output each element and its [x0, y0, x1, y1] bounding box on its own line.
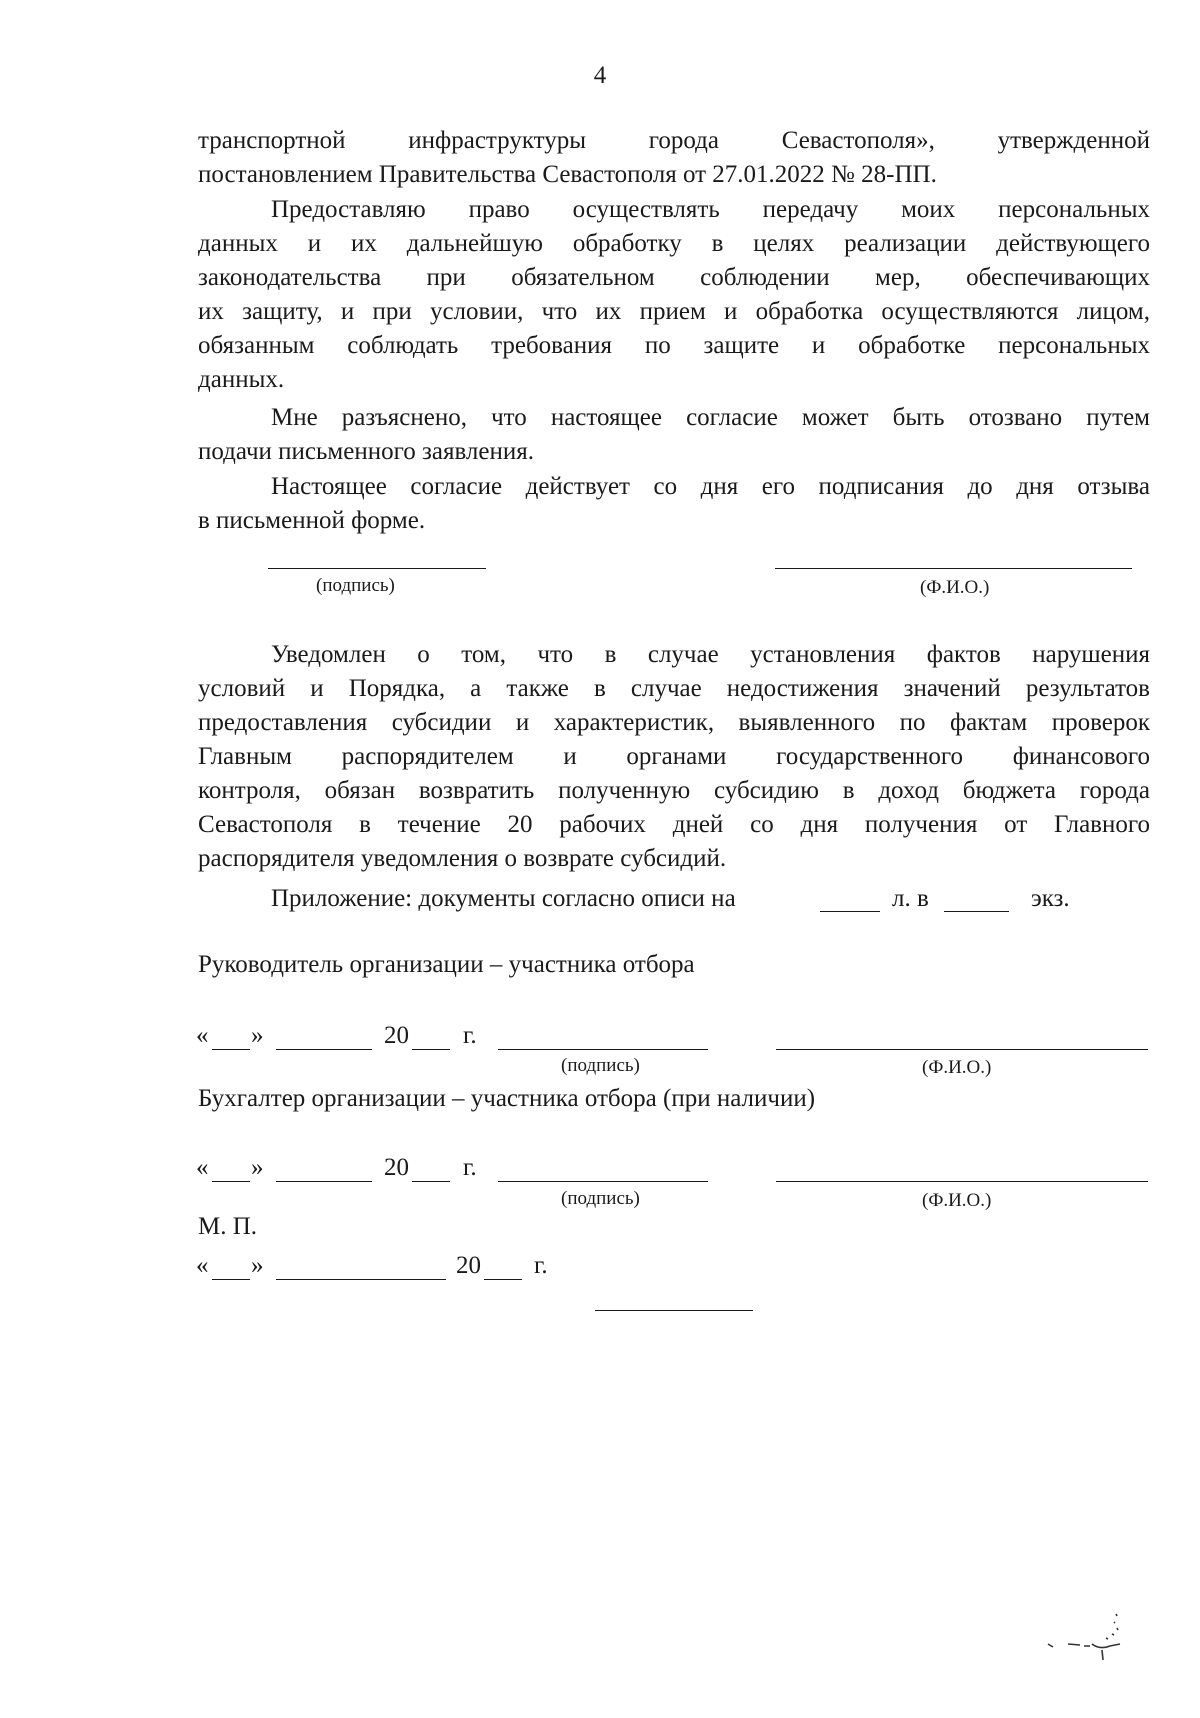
head-of-org-label: Руководитель организации – участника отбора	[198, 951, 695, 978]
month-blank	[276, 1279, 446, 1280]
text-line: контроля, обязан возвратить полученную субсидию в доход бюджета города	[198, 777, 1150, 804]
text-line: Севастополя в течение 20 рабочих дней со дня получения от Главного	[198, 811, 1150, 838]
copies-count-blank	[944, 911, 1009, 912]
fio-caption: (Ф.И.О.)	[922, 1190, 992, 1211]
year-suffix: г.	[463, 1022, 477, 1049]
date-open-quote: «	[196, 1022, 209, 1049]
paragraph-revocation	[198, 401, 1150, 469]
handwritten-signature-mark	[1040, 1608, 1150, 1668]
date-close-quote: »	[251, 1154, 264, 1181]
signature-caption: (подпись)	[561, 1055, 640, 1076]
sheets-count-blank	[820, 911, 880, 912]
year-prefix: 20	[456, 1252, 481, 1279]
accountant-label: Бухгалтер организации – участника отбора (при наличии)	[198, 1085, 816, 1112]
attachment-copies-label: экз.	[1031, 885, 1070, 912]
paragraph-regulation-ref	[198, 124, 1150, 192]
text-line: их защиту, и при условии, что их прием и обработка осуществляются лицом,	[198, 298, 1150, 325]
end-separator-line	[595, 1310, 753, 1311]
year-suffix: г.	[463, 1154, 477, 1181]
year-blank	[412, 1049, 450, 1050]
text-line: обязанным соблюдать требования по защите и обработке персональных	[198, 332, 1150, 359]
signature-line	[268, 568, 486, 569]
text-line: предоставления субсидии и характеристик, выявленного по фактам проверок	[198, 709, 1150, 736]
text-line: постановлением Правительства Севастополя от 27.01.2022 № 28-ПП.	[198, 161, 937, 188]
stamp-place-label: М. П.	[198, 1213, 258, 1240]
paragraph-notification	[198, 638, 1150, 876]
paragraph-data-transfer-consent	[198, 193, 1150, 397]
text-line: Предоставляю право осуществлять передачу моих персональных	[271, 196, 1150, 223]
year-blank	[412, 1181, 450, 1182]
text-line: в письменной форме.	[198, 507, 426, 534]
text-line: Мне разъяснено, что настоящее согласие может быть отозвано путем	[271, 404, 1150, 431]
fio-line	[776, 1181, 1148, 1182]
page-number: 4	[593, 62, 607, 89]
date-open-quote: «	[196, 1252, 209, 1279]
text-line: Настоящее согласие действует со дня его подписания до дня отзыва	[271, 473, 1150, 500]
year-prefix: 20	[384, 1154, 409, 1181]
text-line: Главным распорядителем и органами государственного финансового	[198, 743, 1150, 770]
text-line: условий и Порядка, а также в случае недостижения значений результатов	[198, 675, 1150, 702]
attachment-sheets-label: л. в	[892, 885, 929, 912]
year-blank	[484, 1279, 522, 1280]
paragraph-validity	[198, 470, 1150, 538]
text-line: распорядителя уведомления о возврате субсидий.	[198, 845, 727, 872]
attachment-prefix: Приложение: документы согласно описи на	[271, 885, 736, 912]
day-blank	[212, 1049, 250, 1050]
fio-line	[775, 568, 1132, 569]
date-close-quote: »	[251, 1252, 264, 1279]
text-line: транспортной инфраструктуры города Севастополя», утвержденной	[198, 127, 1150, 154]
day-blank	[212, 1181, 250, 1182]
month-blank	[276, 1049, 372, 1050]
date-close-quote: »	[251, 1022, 264, 1049]
fio-line	[776, 1049, 1148, 1050]
signature-caption: (подпись)	[561, 1188, 640, 1209]
year-suffix: г.	[534, 1252, 548, 1279]
fio-caption: (Ф.И.О.)	[920, 577, 990, 598]
text-line: данных.	[198, 366, 285, 393]
signature-caption: (подпись)	[316, 575, 395, 596]
signature-line	[498, 1049, 708, 1050]
text-line: законодательства при обязательном соблюдении мер, обеспечивающих	[198, 264, 1150, 291]
signature-line	[498, 1181, 708, 1182]
day-blank	[212, 1279, 250, 1280]
fio-caption: (Ф.И.О.)	[922, 1057, 992, 1078]
year-prefix: 20	[384, 1022, 409, 1049]
month-blank	[276, 1181, 372, 1182]
text-line: данных и их дальнейшую обработку в целях реализации действующего	[198, 230, 1150, 257]
date-open-quote: «	[196, 1154, 209, 1181]
text-line: подачи письменного заявления.	[198, 438, 535, 465]
text-line: Уведомлен о том, что в случае установления фактов нарушения	[271, 641, 1150, 668]
